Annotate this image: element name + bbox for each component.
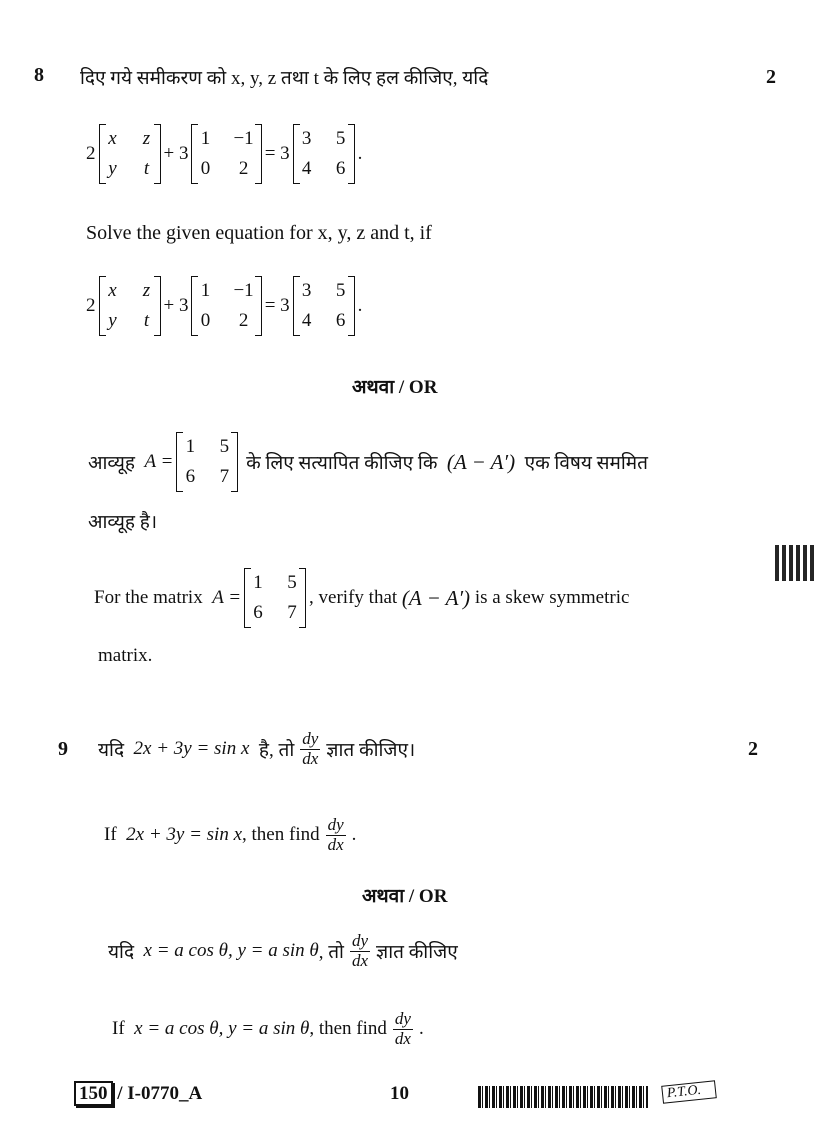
text: 0 <box>200 310 211 331</box>
text: है, तो <box>258 740 295 762</box>
text: dy <box>394 1009 411 1028</box>
text: यदि <box>108 942 135 964</box>
barcode <box>478 1086 648 1108</box>
coefficient: 2 <box>86 143 96 164</box>
text: 2 <box>238 158 249 179</box>
text: A = <box>144 451 174 472</box>
matrix <box>293 276 355 336</box>
text: 6 <box>185 466 196 487</box>
alt-question-english <box>94 568 629 628</box>
text: 7 <box>287 602 297 623</box>
text: . <box>418 1018 424 1040</box>
text: , then find <box>309 1018 387 1040</box>
text: 1 <box>200 128 211 149</box>
text: 5 <box>287 572 297 593</box>
question-number: 8 <box>34 64 44 86</box>
operator: + 3 <box>163 143 189 164</box>
text: is a skew symmetric <box>474 587 630 608</box>
matrix <box>99 276 161 336</box>
text: x = a cos θ, y = a sin θ <box>143 940 319 962</box>
text: dx <box>327 834 344 854</box>
text: . <box>357 295 363 316</box>
text: 1 <box>253 572 263 593</box>
paper-code: / I-0770_A <box>117 1083 203 1104</box>
text: यदि <box>98 740 125 762</box>
question-number: 9 <box>58 737 68 760</box>
text: z <box>142 128 151 149</box>
question-9-english <box>104 816 356 854</box>
text: 7 <box>219 466 230 487</box>
matrix <box>244 568 306 628</box>
text: dx <box>302 748 319 768</box>
text: y <box>108 310 117 331</box>
text: x <box>108 280 117 301</box>
page-number: 10 <box>390 1083 409 1104</box>
alt-question-english-cont: matrix. <box>98 645 153 666</box>
text: dx <box>394 1028 411 1048</box>
matrix-equation <box>86 124 362 184</box>
matrix <box>293 124 355 184</box>
question-text-english: Solve the given equation for x, y, z and t, if <box>86 222 432 244</box>
text: आव्यूह <box>88 453 136 474</box>
text: dy <box>351 931 369 950</box>
or-label: अथवा / OR <box>352 377 438 398</box>
text: 1 <box>200 280 211 301</box>
text: t <box>143 310 150 331</box>
alt-question-hindi <box>88 432 648 492</box>
text: 2x + 3y = sin x <box>126 824 243 846</box>
text: dy <box>327 815 344 834</box>
text: , तो <box>318 942 344 964</box>
question-9-alt-hindi <box>108 932 458 970</box>
text: t <box>143 158 150 179</box>
text: , then find <box>242 824 320 846</box>
matrix <box>176 432 238 492</box>
text: एक विषय सममित <box>524 453 648 474</box>
text: (A − A′) <box>401 585 471 610</box>
derivative <box>326 816 346 854</box>
text: . <box>357 143 363 164</box>
text: 4 <box>301 158 312 179</box>
text: = 3 <box>264 295 290 316</box>
text: 6 <box>335 310 346 331</box>
text: 5 <box>219 436 230 457</box>
text: −1 <box>233 280 254 301</box>
marks: 2 <box>766 66 776 88</box>
text: 2 <box>238 310 249 331</box>
text: dx <box>351 950 369 970</box>
text: 3 <box>301 280 312 301</box>
marks: 2 <box>748 737 758 760</box>
text: + 3 <box>163 295 189 316</box>
text: 0 <box>200 158 211 179</box>
text: If <box>112 1018 125 1040</box>
pto-arrow-icon: P.T.O. <box>661 1080 717 1104</box>
matrix <box>191 276 261 336</box>
text: ज्ञात कीजिए <box>376 942 458 964</box>
text: , verify that <box>309 587 398 608</box>
qr-code <box>775 545 815 581</box>
text: 3 <box>301 128 312 149</box>
text: 2 <box>86 295 96 316</box>
derivative <box>350 932 370 970</box>
or-label: अथवा / OR <box>362 886 448 907</box>
alt-question-hindi-cont: आव्यूह है। <box>88 512 158 533</box>
text: y <box>108 158 117 179</box>
operator: = 3 <box>264 143 290 164</box>
text: 2x + 3y = sin x <box>133 738 250 760</box>
text: For the matrix <box>94 587 203 608</box>
question-9-alt-english <box>112 1010 424 1048</box>
text: . <box>351 824 357 846</box>
text: 5 <box>335 280 346 301</box>
text: −1 <box>233 128 254 149</box>
matrix <box>99 124 161 184</box>
derivative <box>300 730 320 768</box>
text: 6 <box>253 602 263 623</box>
text: 1 <box>185 436 196 457</box>
text: ज्ञात कीजिए। <box>326 740 416 762</box>
text: के लिए सत्यापित कीजिए कि <box>246 453 438 474</box>
matrix-equation <box>86 276 362 336</box>
footer-code <box>74 1083 202 1105</box>
text: 4 <box>301 310 312 331</box>
question-text-hindi: दिए गये समीकरण को x, y, z तथा t के लिए हल कीजिए, यदि <box>80 68 489 89</box>
text: A = <box>212 587 242 608</box>
question-9-hindi <box>58 730 758 768</box>
text: dy <box>302 729 319 748</box>
text: 6 <box>335 158 346 179</box>
text: x <box>108 128 117 149</box>
text: If <box>104 824 117 846</box>
derivative <box>393 1010 413 1048</box>
text: z <box>142 280 151 301</box>
text: x = a cos θ, y = a sin θ <box>134 1018 310 1040</box>
text: (A − A′) <box>446 449 516 474</box>
text: 5 <box>335 128 346 149</box>
matrix <box>191 124 261 184</box>
question-count-box: 150 <box>74 1081 113 1106</box>
